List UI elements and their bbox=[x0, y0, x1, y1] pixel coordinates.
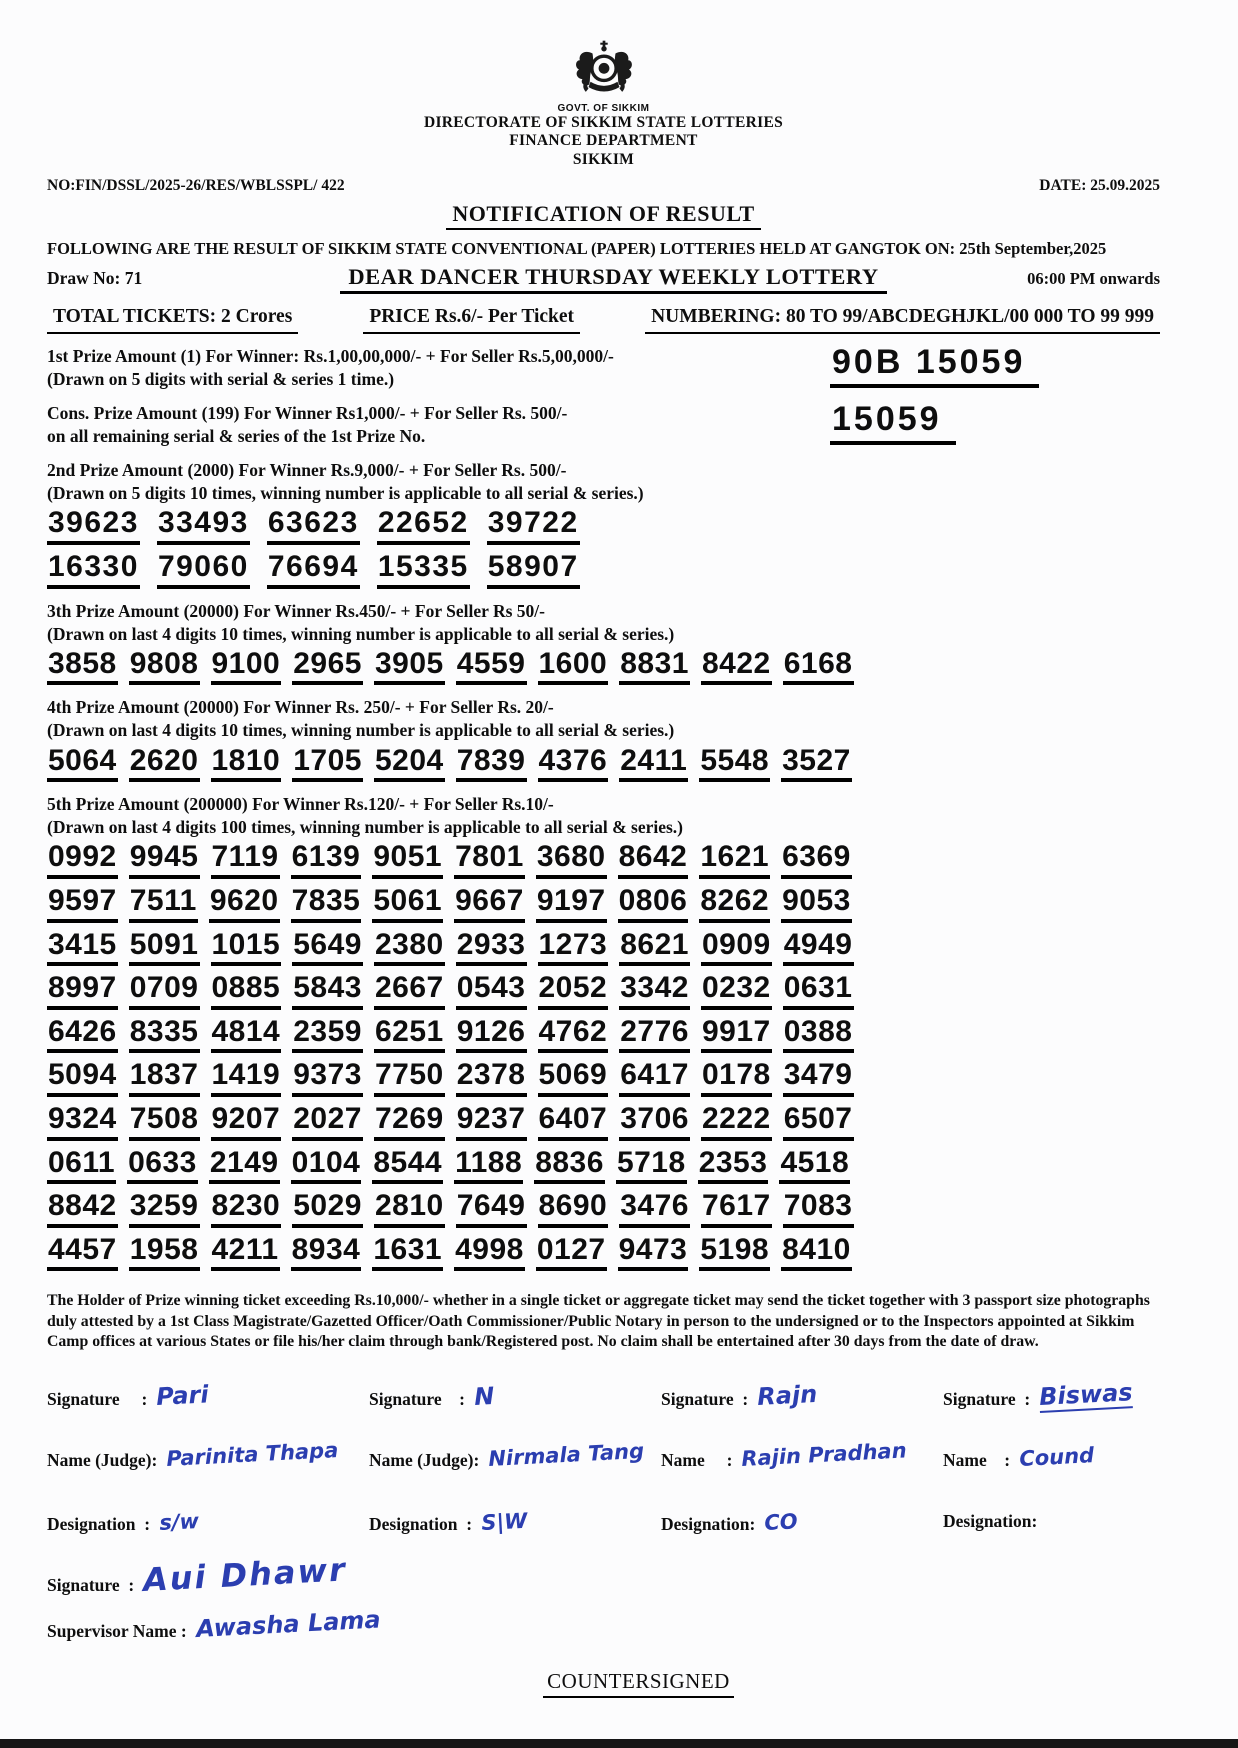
winning-number: 7083 bbox=[783, 1191, 854, 1228]
winning-number: 1188 bbox=[454, 1148, 523, 1185]
emblem-caption: GOVT. OF SIKKIM bbox=[557, 103, 650, 114]
winning-number: 8621 bbox=[619, 930, 690, 967]
winning-number: 3476 bbox=[619, 1191, 690, 1228]
winning-number-row bbox=[47, 1060, 1160, 1097]
winning-number-row bbox=[47, 973, 1160, 1010]
winning-number: 4211 bbox=[211, 1235, 280, 1272]
org-state: SIKKIM bbox=[572, 150, 635, 168]
prize-section-second bbox=[47, 459, 1160, 505]
winning-number: 6251 bbox=[374, 1017, 445, 1054]
winning-number: 1705 bbox=[292, 746, 363, 783]
winning-number: 33493 bbox=[157, 508, 250, 545]
prize-heading: 1st Prize Amount (1) For Winner: Rs.1,00,00,000/- + For Seller Rs.5,00,000/- bbox=[47, 345, 614, 366]
org-name: DIRECTORATE OF SIKKIM STATE LOTTERIES bbox=[423, 114, 784, 131]
winning-number: 3342 bbox=[619, 973, 690, 1010]
prize-text bbox=[47, 600, 1160, 646]
sikkim-emblem-icon bbox=[570, 40, 638, 102]
winning-number-row bbox=[47, 508, 1160, 545]
winning-number: 6369 bbox=[781, 842, 852, 879]
winning-number: 3858 bbox=[47, 649, 118, 686]
prize-note: on all remaining serial & series of the 1st Prize No. bbox=[47, 426, 426, 447]
winning-number: 90B 15059 bbox=[830, 345, 1039, 388]
draw-time: 06:00 PM onwards bbox=[1027, 268, 1160, 288]
winning-number: 2411 bbox=[619, 746, 688, 783]
winning-number: 58907 bbox=[487, 552, 580, 589]
winning-number: 9620 bbox=[209, 886, 280, 923]
designation-label: Designation: bbox=[943, 1510, 1038, 1531]
winning-number: 8642 bbox=[618, 842, 689, 879]
name-cell-col2 bbox=[369, 1438, 661, 1481]
supervisor-name-line bbox=[47, 1605, 1160, 1643]
draw-row bbox=[47, 264, 1160, 290]
supervisor-signature-line bbox=[47, 1550, 1160, 1599]
winning-number: 4457 bbox=[47, 1235, 118, 1272]
winning-number-row bbox=[47, 646, 1160, 686]
prize-heading: Cons. Prize Amount (199) For Winner Rs1,000/- + For Seller Rs. 500/- bbox=[47, 403, 568, 424]
winning-number: 0127 bbox=[536, 1235, 607, 1272]
winning-number-row bbox=[47, 552, 1160, 589]
winning-number: 9945 bbox=[129, 842, 200, 879]
winning-number-row bbox=[47, 743, 1160, 783]
ticket-numbering: NUMBERING: 80 TO 99/ABCDEGHJKL/00 000 TO 99 999 bbox=[645, 306, 1160, 334]
signature-label: Signature : bbox=[47, 1388, 148, 1409]
winning-number: 8831 bbox=[619, 649, 690, 686]
winning-number: 8836 bbox=[534, 1148, 605, 1185]
winning-number: 9667 bbox=[454, 886, 525, 923]
winning-number: 8690 bbox=[538, 1191, 609, 1228]
winning-number: 76694 bbox=[267, 552, 360, 589]
winning-number: 63623 bbox=[267, 508, 360, 545]
winning-number: 2027 bbox=[292, 1104, 363, 1141]
winning-number: 9473 bbox=[618, 1235, 689, 1272]
winning-number: 8335 bbox=[129, 1017, 200, 1054]
winning-number: 2380 bbox=[374, 930, 445, 967]
winning-number: 5843 bbox=[292, 973, 363, 1010]
winning-number: 8230 bbox=[211, 1191, 282, 1228]
org-department: FINANCE DEPARTMENT bbox=[509, 132, 698, 150]
designation-cell-col2 bbox=[369, 1508, 661, 1545]
winning-number: 9597 bbox=[47, 886, 118, 923]
designation-handwriting: S|W bbox=[480, 1508, 528, 1535]
winning-number: 5198 bbox=[699, 1235, 770, 1272]
prize-text bbox=[47, 459, 1160, 505]
prizes bbox=[47, 342, 1160, 1271]
winning-number: 1837 bbox=[129, 1060, 200, 1097]
designation-handwriting: s/w bbox=[158, 1508, 200, 1535]
supervisor-signature-handwriting: Aui Dhawr bbox=[142, 1550, 348, 1599]
winning-number: 6407 bbox=[538, 1104, 609, 1141]
reference-row bbox=[47, 177, 1160, 195]
document-header bbox=[47, 40, 1160, 169]
winning-number: 9237 bbox=[456, 1104, 527, 1141]
prize-section-fifth bbox=[47, 793, 1160, 839]
signature-handwriting: Biswas bbox=[1038, 1378, 1134, 1411]
winning-number: 3680 bbox=[536, 842, 607, 879]
ticket-info-row bbox=[47, 306, 1160, 334]
winning-number: 16330 bbox=[47, 552, 140, 589]
winning-number: 7839 bbox=[456, 746, 527, 783]
winning-number: 8842 bbox=[47, 1191, 118, 1228]
prize-section-consolation bbox=[47, 402, 1160, 448]
winning-number: 2359 bbox=[292, 1017, 363, 1054]
prize-heading: 3th Prize Amount (20000) For Winner Rs.450/- + For Seller Rs 50/- bbox=[47, 600, 545, 621]
winning-number: 9207 bbox=[211, 1104, 282, 1141]
winning-number: 4376 bbox=[538, 746, 609, 783]
total-tickets: TOTAL TICKETS: 2 Crores bbox=[47, 306, 298, 334]
name-handwriting: Cound bbox=[1018, 1442, 1095, 1471]
winning-number: 0388 bbox=[783, 1017, 854, 1054]
name-cell-col4 bbox=[943, 1442, 1160, 1481]
reference-number: NO:FIN/DSSL/2025-26/RES/WBLSSPL/ 422 bbox=[47, 176, 345, 194]
winning-number: 4559 bbox=[456, 649, 527, 686]
supervisor-signature-label: Signature : bbox=[47, 1574, 135, 1595]
signature-grid bbox=[47, 1378, 1160, 1545]
ticket-price: PRICE Rs.6/- Per Ticket bbox=[363, 306, 580, 334]
winning-number: 7269 bbox=[374, 1104, 445, 1141]
winning-number: 8934 bbox=[291, 1235, 362, 1272]
winning-number: 8262 bbox=[699, 886, 770, 923]
draw-number: Draw No: 71 bbox=[47, 267, 143, 288]
prize-note: (Drawn on 5 digits with serial & series 1 time.) bbox=[47, 368, 395, 389]
winning-number: 0232 bbox=[701, 973, 772, 1010]
winning-number: 2776 bbox=[619, 1017, 690, 1054]
winning-number: 1273 bbox=[538, 930, 609, 967]
name-label: Name : bbox=[943, 1449, 1011, 1470]
prize-note: (Drawn on last 4 digits 10 times, winning number is applicable to all serial & series.) bbox=[47, 623, 675, 644]
prize-text bbox=[47, 793, 1160, 839]
supervisor-name-handwriting: Awasha Lama bbox=[195, 1605, 381, 1643]
winning-number: 1958 bbox=[129, 1235, 200, 1272]
name-label: Name (Judge): bbox=[47, 1449, 158, 1470]
winning-number: 6168 bbox=[783, 649, 854, 686]
winning-number: 1419 bbox=[211, 1060, 282, 1097]
winning-number: 2052 bbox=[538, 973, 609, 1010]
prize-number-block bbox=[830, 402, 1160, 445]
winning-number: 1600 bbox=[538, 649, 609, 686]
winning-number: 4762 bbox=[538, 1017, 609, 1054]
winning-number: 2620 bbox=[129, 746, 200, 783]
prize-heading: 2nd Prize Amount (2000) For Winner Rs.9,000/- + For Seller Rs. 500/- bbox=[47, 460, 567, 481]
winning-number: 9197 bbox=[536, 886, 607, 923]
name-handwriting: Nirmala Tang bbox=[488, 1438, 645, 1471]
claim-disclaimer: The Holder of Prize winning ticket exceeding Rs.10,000/- whether in a single ticket or aggregate ticket may send the ticket together with 3 passport size photographs duly attested by a 1st Class Magistrate/Gazetted Officer/Oath Commissioner/Public Notary in person to the undersigned or to the Inspectors appointed at Sikkim Camp offices at various States or file his/her claim through bank/Registered post. No claim shall be entertained after 30 days from the date of draw. bbox=[47, 1292, 1150, 1351]
winning-number: 3527 bbox=[781, 746, 852, 783]
lottery-name: DEAR DANCER THURSDAY WEEKLY LOTTERY bbox=[252, 264, 975, 290]
winning-number: 6426 bbox=[47, 1017, 118, 1054]
winning-number: 9324 bbox=[47, 1104, 118, 1141]
winning-number: 8410 bbox=[781, 1235, 852, 1272]
signature-handwriting: Pari bbox=[155, 1380, 210, 1411]
prize-section-third bbox=[47, 600, 1160, 646]
prize-text bbox=[47, 345, 830, 391]
designation-label: Designation: bbox=[661, 1513, 756, 1534]
prize-section-first bbox=[47, 342, 1160, 391]
winning-number: 9051 bbox=[372, 842, 443, 879]
prize-section-fourth bbox=[47, 696, 1160, 742]
winning-number-row bbox=[47, 1145, 1160, 1185]
winning-number: 4949 bbox=[783, 930, 854, 967]
name-label: Name (Judge): bbox=[369, 1449, 480, 1470]
name-handwriting: Parinita Thapa bbox=[166, 1437, 340, 1471]
winning-number: 5064 bbox=[47, 746, 118, 783]
prize-text bbox=[47, 696, 1160, 742]
winning-number: 5204 bbox=[374, 746, 445, 783]
designation-cell-col1 bbox=[47, 1508, 369, 1545]
winning-number: 3905 bbox=[374, 649, 445, 686]
winning-number: 2222 bbox=[701, 1104, 772, 1141]
winning-number: 4998 bbox=[454, 1235, 525, 1272]
winning-number: 0543 bbox=[456, 973, 527, 1010]
winning-number: 1810 bbox=[211, 746, 282, 783]
winning-number-row bbox=[47, 1101, 1160, 1141]
winning-number: 0104 bbox=[291, 1148, 362, 1185]
winning-number: 5094 bbox=[47, 1060, 118, 1097]
signature-cell-col3 bbox=[661, 1379, 943, 1417]
designation-handwriting: CO bbox=[764, 1509, 799, 1535]
supervisor-name-label: Supervisor Name : bbox=[47, 1620, 187, 1641]
winning-number: 7511 bbox=[129, 886, 198, 923]
winning-number: 3706 bbox=[619, 1104, 690, 1141]
winning-number-row bbox=[47, 927, 1160, 967]
winning-number: 5548 bbox=[699, 746, 770, 783]
winning-number: 39722 bbox=[487, 508, 580, 545]
countersigned-heading: COUNTERSIGNED bbox=[117, 1669, 1160, 1694]
page-title: NOTIFICATION OF RESULT bbox=[47, 201, 1160, 227]
winning-number: 6139 bbox=[291, 842, 362, 879]
winning-number: 7649 bbox=[456, 1191, 527, 1228]
winning-number: 2810 bbox=[374, 1191, 445, 1228]
signature-handwriting: Rajn bbox=[756, 1379, 819, 1411]
designation-label: Designation : bbox=[47, 1513, 151, 1534]
winning-number: 7750 bbox=[374, 1060, 445, 1097]
scan-edge-bar bbox=[0, 1739, 1238, 1748]
prize-note: (Drawn on last 4 digits 10 times, winning number is applicable to all serial & series.) bbox=[47, 720, 675, 741]
winning-number: 0633 bbox=[127, 1148, 198, 1185]
winning-number: 6417 bbox=[619, 1060, 690, 1097]
signature-cell-col1 bbox=[47, 1380, 369, 1417]
winning-number: 7508 bbox=[129, 1104, 200, 1141]
winning-number: 0806 bbox=[618, 886, 689, 923]
winning-number: 9100 bbox=[211, 649, 282, 686]
winning-number: 0992 bbox=[47, 842, 118, 879]
winning-number: 0709 bbox=[129, 973, 200, 1010]
winning-number: 0909 bbox=[701, 930, 772, 967]
designation-cell-col4 bbox=[943, 1511, 1160, 1545]
winning-number: 0178 bbox=[701, 1060, 772, 1097]
prize-text bbox=[47, 402, 830, 448]
winning-number-row bbox=[47, 883, 1160, 923]
prize-number-block bbox=[830, 342, 1160, 388]
winning-number: 15335 bbox=[377, 552, 470, 589]
prize-note: (Drawn on 5 digits 10 times, winning number is applicable to all serial & series.) bbox=[47, 483, 644, 504]
winning-number: 5091 bbox=[129, 930, 200, 967]
winning-number: 9053 bbox=[781, 886, 852, 923]
winning-number: 9808 bbox=[129, 649, 200, 686]
winning-number: 7617 bbox=[701, 1191, 772, 1228]
winning-number: 5061 bbox=[372, 886, 443, 923]
result-subtitle: FOLLOWING ARE THE RESULT OF SIKKIM STATE CONVENTIONAL (PAPER) LOTTERIES HELD AT GANGTOK ON: 25th September,2025 bbox=[47, 238, 1107, 258]
winning-number: 7119 bbox=[211, 842, 280, 879]
designation-label: Designation : bbox=[369, 1513, 473, 1534]
designation-cell-col3 bbox=[661, 1511, 943, 1545]
winning-number-row bbox=[47, 1014, 1160, 1054]
name-cell-col3 bbox=[661, 1438, 943, 1481]
winning-number: 0885 bbox=[211, 973, 282, 1010]
name-handwriting: Rajin Pradhan bbox=[741, 1438, 908, 1471]
winning-number: 1631 bbox=[372, 1235, 443, 1272]
winning-number-row bbox=[47, 842, 1160, 879]
winning-number: 8997 bbox=[47, 973, 118, 1010]
winning-number: 5718 bbox=[616, 1148, 687, 1185]
winning-number: 0611 bbox=[47, 1148, 116, 1185]
winning-number: 7835 bbox=[291, 886, 362, 923]
winning-number: 5029 bbox=[292, 1191, 363, 1228]
winning-number-row bbox=[47, 1191, 1160, 1228]
winning-number: 3479 bbox=[783, 1060, 854, 1097]
signature-label: Signature : bbox=[943, 1388, 1031, 1409]
winning-number: 2378 bbox=[456, 1060, 527, 1097]
signature-handwriting: N bbox=[473, 1381, 496, 1411]
document-date: DATE: 25.09.2025 bbox=[1039, 176, 1160, 194]
name-cell-col1 bbox=[47, 1437, 369, 1481]
winning-number: 39623 bbox=[47, 508, 140, 545]
signature-cell-col2 bbox=[369, 1383, 661, 1417]
winning-number: 0631 bbox=[783, 973, 854, 1010]
winning-number: 8422 bbox=[701, 649, 772, 686]
winning-number: 4814 bbox=[211, 1017, 282, 1054]
winning-number: 15059 bbox=[830, 402, 956, 445]
winning-number: 3415 bbox=[47, 930, 118, 967]
prize-heading: 5th Prize Amount (200000) For Winner Rs.120/- + For Seller Rs.10/- bbox=[47, 794, 554, 815]
winning-number: 2965 bbox=[292, 649, 363, 686]
winning-number: 8544 bbox=[372, 1148, 443, 1185]
winning-number: 2667 bbox=[374, 973, 445, 1010]
signature-label: Signature : bbox=[661, 1388, 749, 1409]
winning-number: 2353 bbox=[698, 1148, 769, 1185]
prize-note: (Drawn on last 4 digits 100 times, winning number is applicable to all serial & series.) bbox=[47, 817, 684, 838]
winning-number: 6507 bbox=[783, 1104, 854, 1141]
winning-number: 1015 bbox=[211, 930, 282, 967]
winning-number: 79060 bbox=[157, 552, 250, 589]
winning-number: 22652 bbox=[377, 508, 470, 545]
name-label: Name : bbox=[661, 1449, 733, 1470]
winning-number: 2149 bbox=[209, 1148, 280, 1185]
winning-number: 1621 bbox=[699, 842, 770, 879]
winning-number: 3259 bbox=[129, 1191, 200, 1228]
signature-label: Signature : bbox=[369, 1388, 465, 1409]
prize-heading: 4th Prize Amount (20000) For Winner Rs. 250/- + For Seller Rs. 20/- bbox=[47, 697, 554, 718]
winning-number: 9917 bbox=[701, 1017, 772, 1054]
winning-number: 9126 bbox=[456, 1017, 527, 1054]
winning-number: 7801 bbox=[454, 842, 525, 879]
winning-number: 9373 bbox=[292, 1060, 363, 1097]
winning-number: 5069 bbox=[538, 1060, 609, 1097]
winning-number: 2933 bbox=[456, 930, 527, 967]
winning-number-row bbox=[47, 1232, 1160, 1272]
winning-number: 5649 bbox=[292, 930, 363, 967]
winning-number: 4518 bbox=[779, 1148, 850, 1185]
signature-cell-col4 bbox=[943, 1378, 1160, 1417]
